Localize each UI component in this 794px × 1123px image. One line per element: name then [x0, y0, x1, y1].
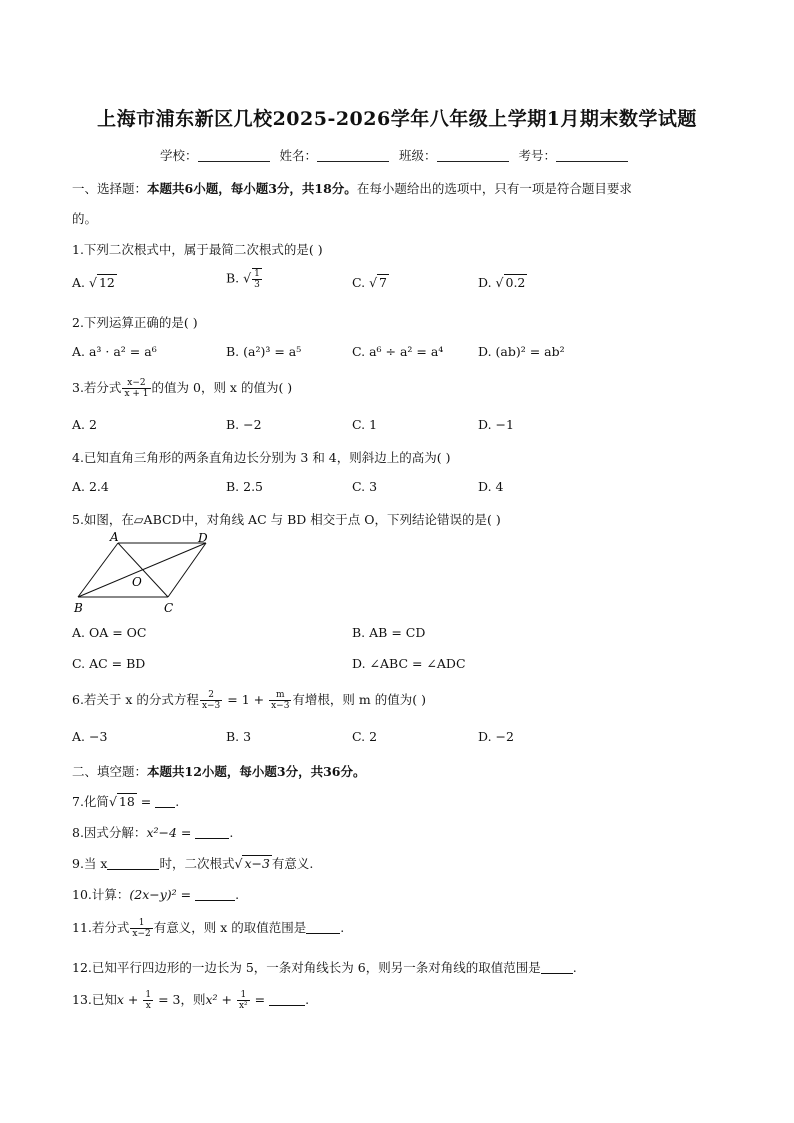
q1-b-den: 3 — [254, 280, 260, 290]
q11-answer-blank[interactable] — [306, 921, 340, 934]
q11-pre: 11.若分式 — [72, 920, 130, 935]
vertex-b-label: B — [74, 601, 83, 615]
q1-option-b[interactable] — [226, 268, 263, 290]
q6-fraction-2 — [269, 690, 291, 711]
q1-b-num: 1 — [254, 269, 260, 279]
q3-den: x + 1 — [124, 389, 149, 399]
q2-option-c[interactable]: C. a⁶ ÷ a² = a⁴ — [352, 344, 444, 359]
q3-option-c[interactable]: C. 1 — [352, 417, 378, 432]
q2-option-b[interactable]: B. (a²)³ = a⁵ — [226, 344, 302, 359]
exam-no-blank[interactable] — [556, 149, 628, 162]
q5-option-c[interactable]: C. AC = BD — [72, 656, 146, 671]
q7-radicand: 18 — [118, 794, 135, 809]
q13-answer-blank[interactable] — [269, 993, 305, 1006]
section1-desc: 在每小题给出的选项中，只有一项是符合题目要求 — [356, 181, 632, 196]
q12-answer-blank[interactable] — [541, 961, 573, 974]
q11-fraction — [130, 918, 152, 939]
q2-option-d[interactable]: D. (ab)² = ab² — [478, 344, 565, 359]
q1-d-label: D. — [478, 275, 496, 290]
q3-stem-pre: 3.若分式 — [72, 380, 122, 395]
vertex-c-label: C — [164, 601, 174, 615]
section1-title: 一、选择题： — [72, 181, 148, 196]
q12-text: 12.已知平行四边形的一边长为 5，一条对角线长为 6，则另一条对角线的取值范围是 — [72, 960, 541, 975]
q7-pre: 7.化简 — [72, 794, 109, 809]
q1-d-radicand: 0.2 — [505, 275, 526, 290]
q3-fraction — [122, 378, 150, 399]
section1-heading — [72, 179, 632, 197]
q11-den: x−2 — [132, 929, 151, 939]
point-o-label: O — [132, 575, 142, 589]
q4-option-b[interactable]: B. 2.5 — [226, 479, 264, 494]
q6-stem-pre: 6.若关于 x 的分式方程 — [72, 692, 199, 707]
q10-expr: (2x−y)² = — [129, 887, 196, 902]
q1-option-c[interactable] — [352, 275, 389, 290]
student-info-row — [0, 146, 794, 164]
q3-option-d[interactable]: D. −1 — [478, 417, 514, 432]
q11-post: 有意义，则 x 的取值范围是 — [153, 920, 307, 935]
q8: 8.因式分解：x²−4 = . — [72, 825, 234, 840]
exam-no-label: 考号： — [518, 148, 556, 163]
q6-option-c[interactable]: C. 2 — [352, 729, 378, 744]
q9-pre: 9.当 x — [72, 856, 108, 871]
q13-den2: x² — [238, 1001, 248, 1011]
q4-option-a[interactable]: A. 2.4 — [72, 479, 109, 494]
q5-option-a[interactable]: A. OA = OC — [72, 625, 147, 640]
q13-num1: 1 — [145, 990, 152, 1000]
q6-option-b[interactable]: B. 3 — [226, 729, 252, 744]
q6-f1-den: x−3 — [201, 701, 221, 711]
q13: 13.已知x + $\frac{1}{x}$ = 3，则x² + $\frac{1}{\text{x²}}$ = . — [72, 990, 310, 1011]
q6-mid: = 1 + — [223, 692, 269, 707]
q6-option-d[interactable]: D. −2 — [478, 729, 514, 744]
q6-f2-den: x−3 — [271, 701, 290, 711]
q3-option-b[interactable]: B. −2 — [226, 417, 262, 432]
q13-fraction-2 — [237, 990, 250, 1011]
name-label: 姓名： — [279, 148, 317, 163]
q13-post: = — [250, 992, 270, 1007]
q13-eq: = 3，则 — [154, 992, 206, 1007]
q3-option-a[interactable]: A. 2 — [72, 417, 97, 432]
q13-expr2: x² + — [205, 992, 236, 1007]
q4-option-c[interactable]: C. 3 — [352, 479, 378, 494]
q1-a-label: A. — [72, 275, 89, 290]
q4-option-d[interactable]: D. 4 — [478, 479, 504, 494]
q1-b-fraction — [252, 268, 262, 290]
sqrt-sign: √ 12 — [88, 275, 115, 290]
q1-a-radicand: 12 — [98, 275, 115, 290]
section1-rule: 本题共6小题，每小题3分，共18分。 — [147, 181, 357, 196]
q6-f2-num: m — [269, 690, 291, 701]
vertex-d-label: D — [198, 531, 208, 545]
page-title: 上海市浦东新区几校2025-2026学年八年级上学期1月期末数学试题 — [97, 108, 697, 130]
q1-b-label: B. — [226, 270, 244, 286]
q3-stem — [72, 378, 292, 399]
q13-num2: 1 — [237, 990, 250, 1001]
q13-fraction-1 — [143, 990, 153, 1011]
q10-answer-blank[interactable] — [195, 888, 235, 901]
q9-mid: 时，二次根式 — [159, 856, 235, 871]
sqrt-sign: √ 7 — [369, 275, 387, 290]
q1-stem: 1.下列二次根式中，属于最简二次根式的是( ) — [72, 242, 323, 257]
q13-den1: x — [145, 1001, 151, 1011]
q1-option-d[interactable] — [478, 275, 527, 290]
q6-stem — [72, 690, 426, 711]
section2-title: 二、填空题： — [72, 764, 148, 779]
q10: 10.计算：(2x−y)² = . — [72, 887, 240, 902]
q2-stem: 2.下列运算正确的是( ) — [72, 315, 198, 330]
q9-post: 有意义. — [271, 856, 314, 871]
q7-post: = — [136, 794, 156, 809]
section2-heading — [72, 762, 366, 780]
q3-num: x−2 — [122, 378, 150, 389]
q6-option-a[interactable]: A. −3 — [72, 729, 108, 744]
q5-stem: 5.如图，在▱ABCD中，对角线 AC 与 BD 相交于点 O，下列结论错误的是( ) — [72, 512, 501, 527]
section2-rule: 本题共12小题，每小题3分，共36分。 — [147, 764, 366, 779]
q4-stem: 4.已知直角三角形的两条直角边长分别为 3 和 4，则斜边上的高为( ) — [72, 450, 451, 465]
q1-c-label: C. — [352, 275, 370, 290]
q9-radicand: x−3 — [244, 856, 270, 871]
q11-num: 1 — [130, 918, 152, 929]
sqrt-sign: √ x−3 — [234, 856, 270, 871]
q7-answer-blank[interactable] — [155, 795, 175, 808]
parallelogram-figure — [70, 530, 220, 620]
q6-f1-num: 2 — [200, 690, 222, 701]
q1-option-a[interactable] — [72, 275, 117, 290]
q6-fraction-1 — [200, 690, 222, 711]
class-blank[interactable] — [437, 149, 509, 162]
school-label: 学校： — [159, 148, 198, 163]
sqrt-sign: √ 0.2 — [495, 275, 526, 290]
q6-stem-post: 有增根，则 m 的值为( ) — [292, 692, 426, 707]
q12: 12.已知平行四边形的一边长为 5，一条对角线长为 6，则另一条对角线的取值范围是 . — [72, 960, 577, 975]
sqrt-sign: √ $\frac{1}{3}$ — [243, 269, 260, 290]
section1-desc-cont: 的。 — [72, 211, 98, 226]
q2-option-a[interactable]: A. a³ · a² = a⁶ — [72, 344, 157, 359]
sqrt-sign: √ 18 — [108, 794, 135, 809]
q9-answer-blank[interactable] — [107, 857, 159, 870]
vertex-a-label: A — [110, 530, 119, 544]
name-blank[interactable] — [317, 149, 389, 162]
q8-pre: 8.因式分解： — [72, 825, 147, 840]
q10-pre: 10.计算： — [72, 887, 130, 902]
class-label: 班级： — [398, 148, 437, 163]
q9 — [72, 854, 313, 872]
q8-answer-blank[interactable] — [195, 826, 229, 839]
q11: 11.若分式 $\frac{1}{x-2}$ 有意义，则 x 的取值范围是 . — [72, 918, 345, 939]
q3-stem-post: 的值为 0，则 x 的值为( ) — [151, 380, 293, 395]
school-blank[interactable] — [198, 149, 270, 162]
q8-expr: x²−4 = — [146, 825, 196, 840]
q5-option-d[interactable]: D. ∠ABC = ∠ADC — [352, 656, 466, 671]
q1-c-radicand: 7 — [379, 275, 387, 290]
q5-option-b[interactable]: B. AB = CD — [352, 625, 426, 640]
q7: 7.化简√ 18 = . — [72, 794, 180, 809]
q13-pre: 13.已知 — [72, 992, 117, 1007]
q13-expr1: x + — [116, 992, 143, 1007]
